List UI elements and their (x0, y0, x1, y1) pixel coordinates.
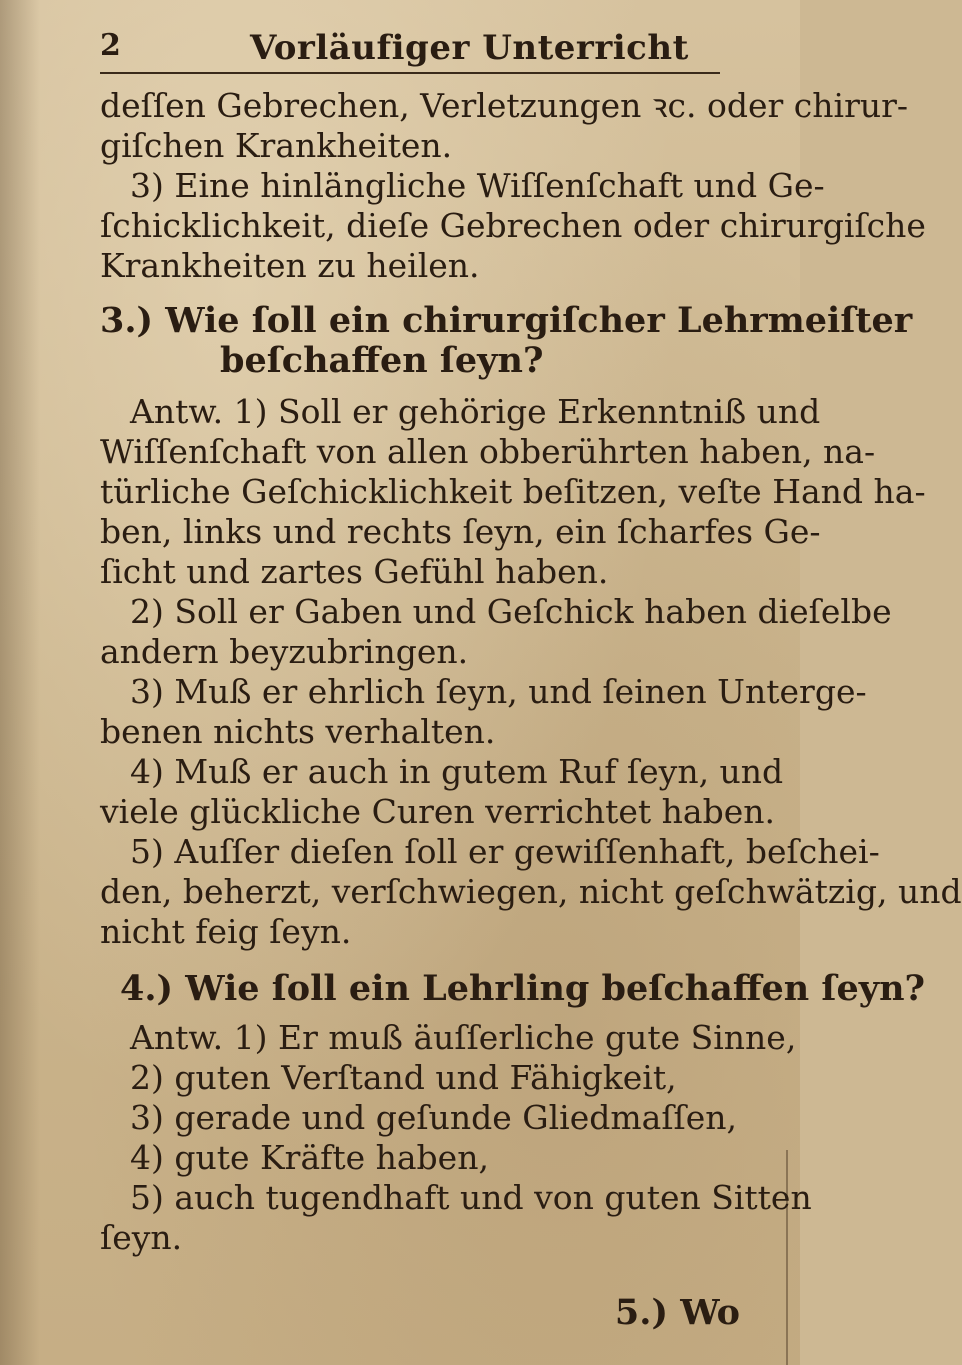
answer-line: ſicht und zartes Gefühl haben. (100, 552, 609, 591)
answer-line: Antw. 1) Er muß äuſſerliche gute Sinne, (130, 1018, 797, 1057)
answer-line: benen nichts verhalten. (100, 712, 496, 751)
answer-line: viele glückliche Curen verrichtet haben. (100, 792, 776, 831)
answer-line: 4) Muß er auch in gutem Ruf ſeyn, und (130, 752, 784, 791)
answer-line: ben, links und rechts ſeyn, ein ſcharfes Ge- (100, 512, 821, 551)
page-edge-shadow (0, 0, 40, 1365)
answer-line: 5) Auſſer dieſen ſoll er gewiſſenhaft, beſchei- (130, 832, 880, 871)
answer-line: 3) gerade und geſunde Gliedmaſſen, (130, 1098, 738, 1137)
answer-line: Antw. 1) Soll er gehörige Erkenntniß und (130, 392, 821, 431)
question-heading: 4.) Wie ſoll ein Lehrling beſchaffen ſeyn? (120, 968, 926, 1009)
text-line: 3) Eine hinlängliche Wiſſenſchaft und Ge- (130, 166, 825, 205)
header-rule (100, 72, 720, 74)
page-header (100, 28, 760, 76)
answer-line: ſeyn. (100, 1218, 183, 1257)
text-line: deſſen Gebrechen, Verletzungen ꝛc. oder chirur- (100, 86, 909, 125)
question-heading: 3.) Wie ſoll ein chirurgiſcher Lehrmeiſter (100, 300, 913, 341)
answer-line: andern beyzubringen. (100, 632, 469, 671)
running-title: Vorläufiger Unterricht (250, 28, 689, 68)
answer-line: 2) guten Verſtand und Fähigkeit, (130, 1058, 677, 1097)
answer-line: 3) Muß er ehrlich ſeyn, und ſeinen Unterge- (130, 672, 867, 711)
answer-line: 4) gute Kräfte haben, (130, 1138, 489, 1177)
text-line: ſchicklichkeit, dieſe Gebrechen oder chirurgiſche (100, 206, 926, 245)
answer-line: 2) Soll er Gaben und Geſchick haben dieſelbe (130, 592, 892, 631)
answer-line: Wiſſenſchaft von allen obberührten haben, na- (100, 432, 876, 471)
answer-line: 5) auch tugendhaft und von guten Sitten (130, 1178, 812, 1217)
answer-line: türliche Geſchicklichkeit beſitzen, veſte Hand ha- (100, 472, 926, 511)
text-line: giſchen Krankheiten. (100, 126, 453, 165)
question-heading: beſchaffen ſeyn? (220, 340, 544, 381)
catchword: 5.) Wo (614, 1292, 740, 1333)
answer-line: den, beherzt, verſchwiegen, nicht geſchwätzig, und (100, 872, 962, 911)
text-line: Krankheiten zu heilen. (100, 246, 480, 285)
page-number: 2 (100, 28, 121, 63)
answer-line: nicht feig ſeyn. (100, 912, 352, 951)
